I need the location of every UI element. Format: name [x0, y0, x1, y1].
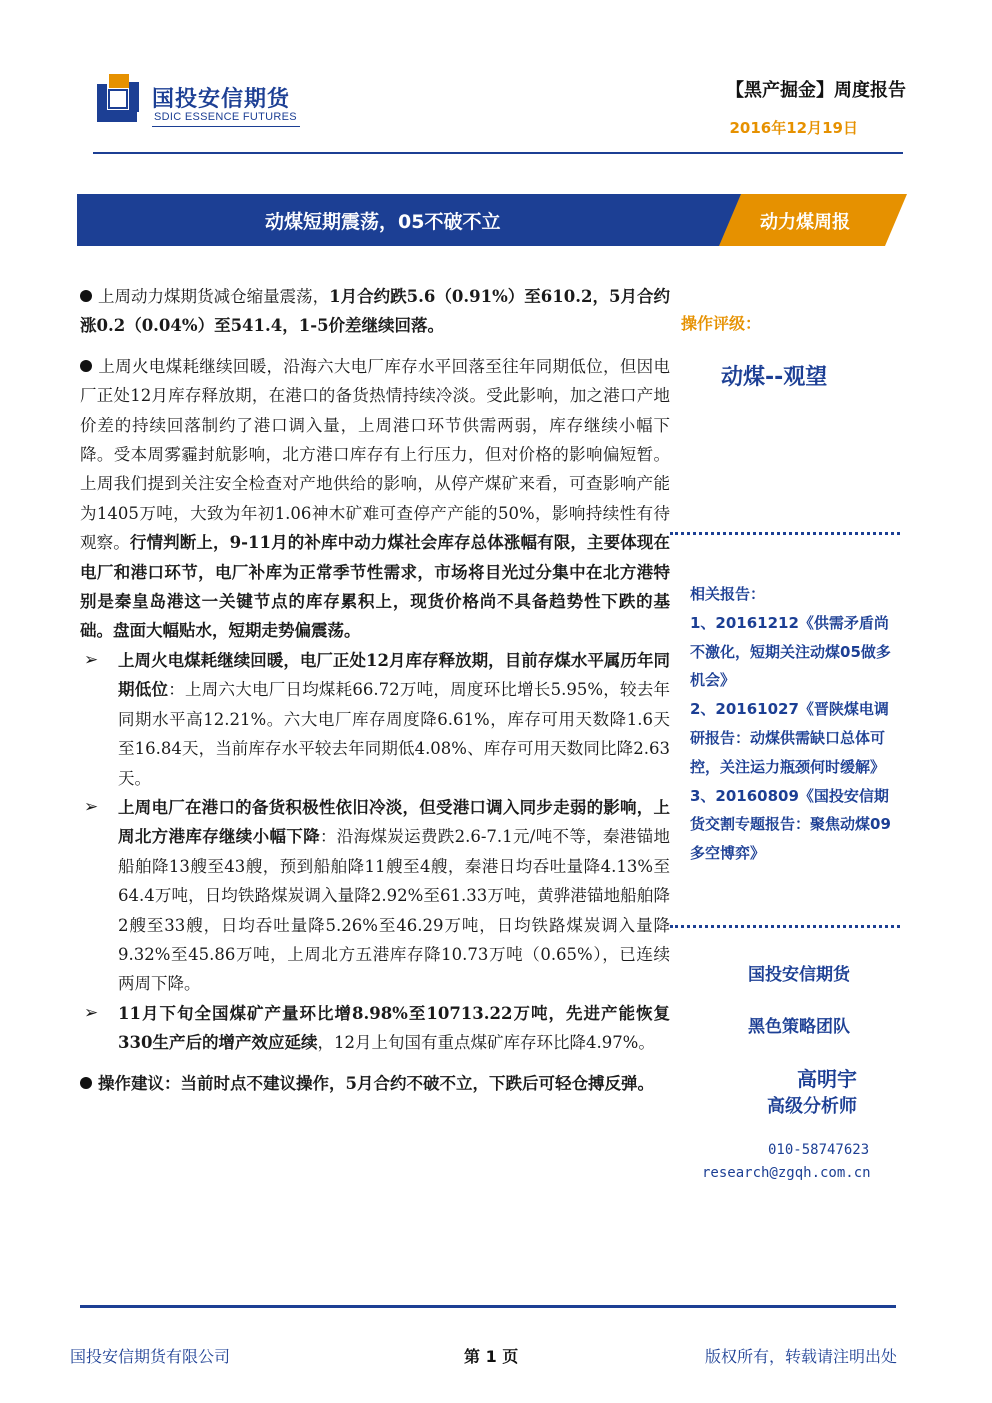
related-reports [690, 580, 895, 868]
arrow-bullet-icon: ➢ [84, 649, 99, 670]
company-logo-name: 国投安信期货 [152, 87, 291, 112]
bullet-dot-icon [80, 360, 92, 372]
company-logo-english: SDIC ESSENCE FUTURES [154, 111, 297, 123]
bullet-dot-icon [80, 1077, 92, 1089]
summary-bold-text: 1月合约跌5.6（0.91%）至610.2，5月合约涨0.2（0.04%）至541.4，1-5价差继续回落。 [80, 287, 671, 336]
related-report-link[interactable]: 3、20160809《国投安信期货交割专题报告：聚焦动煤09多空博弈》 [690, 786, 891, 863]
author-name: 高明宇 [797, 1067, 857, 1091]
recommendation-text: 操作建议：当前时点不建议操作，5月合约不破不立，下跌后可轻仓搏反弹。 [98, 1073, 654, 1093]
point-port-inventory [80, 793, 670, 999]
analysis-text: 上周火电煤耗继续回暖，沿海六大电厂库存水平回落至往年同期低位，但因电厂正处12月库存释放期，在港口的备货热情持续冷淡。受此影响，加之港口产地价差的持续回落制约了港口调入量，上周港口环节供需两弱，库存继续小幅下降。受本周雾霾封航影响，北方港口库存有上行压力，但对价格的影响偏短暂。上周我们提到关注安全检查对产地供给的影响，从停产煤矿来看，可查影响产能为1405万吨，大致为年初1.06神木矿难可查停产产能的50%，影响持续性有待观察。 [80, 356, 670, 553]
point-text: ，12月上旬国有重点煤矿库存环比降4.97%。 [317, 1033, 655, 1053]
point-bold-text: 11月下旬全国煤矿产量环比增8.98%至10713.22万吨，先进产能恢复330生产后的增产效应延续 [118, 1003, 670, 1053]
related-report-link[interactable]: 2、20161027《晋陕煤电调研报告：动煤供需缺口总体可控，关注运力瓶颈何时缓解》 [690, 700, 889, 776]
related-reports-title: 相关报告： [690, 585, 766, 603]
arrow-bullet-icon: ➢ [84, 796, 99, 817]
footer-company: 国投安信期货有限公司 [70, 1347, 231, 1366]
contact-email[interactable]: research@zgqh.com.cn [702, 1165, 871, 1181]
document-type: 【黑产掘金】周度报告 [726, 80, 906, 101]
point-bold-text: 上周火电煤耗继续回暖，电厂正处12月库存释放期，目前存煤水平属历年同期低位 [118, 650, 670, 700]
bullet-dot-icon [80, 290, 92, 302]
summary-paragraph [80, 282, 670, 341]
footer-divider [80, 1305, 896, 1308]
report-body [80, 282, 670, 1098]
company-logo-mark [97, 74, 141, 124]
report-date: 2016年12月19日 [729, 119, 858, 137]
related-report-link[interactable]: 1、20161212《供需矛盾尚不激化，短期关注动煤05做多机会》 [690, 613, 891, 690]
rating-value: 动煤--观望 [721, 365, 828, 390]
point-power-plant [80, 646, 670, 793]
header-divider [93, 152, 903, 154]
point-bold-text: 上周电厂在港口的备货积极性依旧冷淡，但受港口调入同步走弱的影响，上周北方港库存继续小幅下降 [118, 797, 670, 847]
point-text: ：沿海煤炭运费跌2.6-7.1元/吨不等，秦港锚地船舶降13艘至43艘，预到船舶降11艘至4艘，秦港日均吞吐量降4.13%至64.4万吨，日均铁路煤炭调入量降2.92%至61.33万吨，黄骅港锚地船舶降2艘至33艘，日均吞吐量降5.26%至46.29万吨，日均铁路煤炭调入量降9.32%至45.86万吨，上周北方五港库存降10.73万吨（0.65%），已连续两周下降。 [118, 827, 670, 994]
analysis-bold-text: 行情判断上，9-11月的补库中动力煤社会库存总体涨幅有限，主要体现在电厂和港口环节，电厂补库为正常季节性需求，市场将目光过分集中在北方港特别是秦皇岛港这一关键节点的库存累积上，现货价格尚不具备趋势性下跌的基础。盘面大幅贴水，短期走势偏震荡。 [80, 533, 671, 641]
analysis-paragraph [80, 352, 670, 646]
page-number: 第 1 页 [464, 1347, 519, 1366]
recommendation-paragraph [80, 1069, 670, 1098]
sidebar-divider [670, 532, 900, 535]
contact-phone: 010-58747623 [768, 1142, 870, 1158]
author-title: 高级分析师 [767, 1096, 857, 1117]
team-name: 黑色策略团队 [748, 1017, 850, 1037]
logo-underline [152, 126, 300, 127]
sidebar-divider [670, 925, 900, 928]
organization-name: 国投安信期货 [748, 965, 850, 985]
point-coal-output [80, 999, 670, 1058]
rating-label: 操作评级： [681, 314, 762, 333]
point-text: ：上周六大电厂日均煤耗66.72万吨，周度环比增长5.95%，较去年同期水平高12.21%。六大电厂库存周度降6.61%，库存可用天数降1.6天至16.84天，当前库存水平较去年同期低4.08%、库存可用天数同比降2.63天。 [118, 680, 670, 788]
summary-text: 上周动力煤期货减仓缩量震荡， [98, 287, 330, 306]
footer-copyright: 版权所有，转载请注明出处 [705, 1347, 898, 1366]
report-title: 动煤短期震荡，05不破不立 [265, 211, 501, 233]
report-category: 动力煤周报 [760, 212, 850, 233]
arrow-bullet-icon: ➢ [84, 1002, 99, 1023]
